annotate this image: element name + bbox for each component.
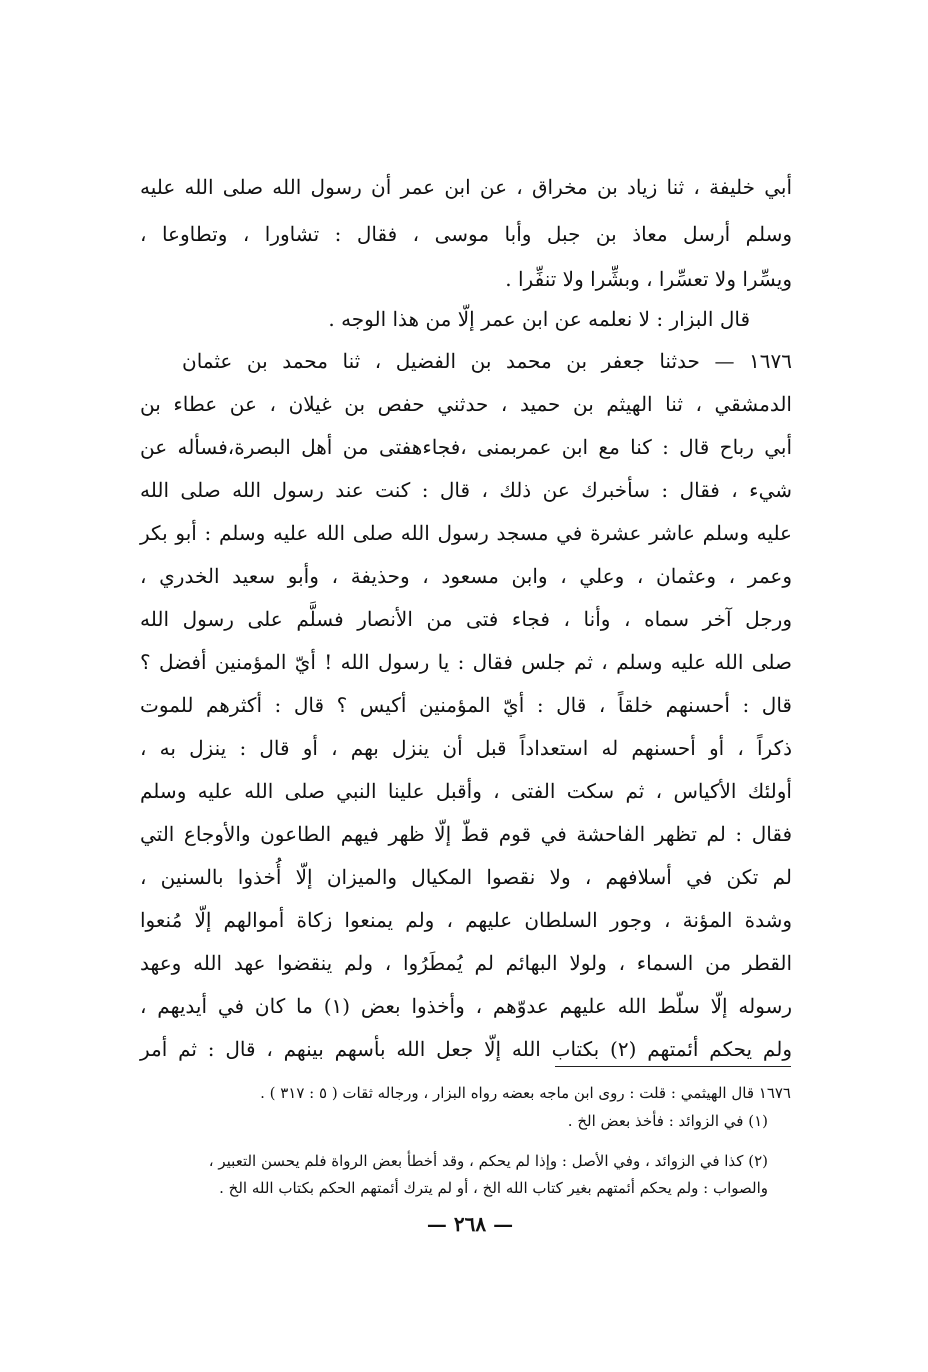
text-line: ولم يحكم أئمتهم (٢) بكتاب الله إلّا جعل الله بأسهم بينهم ، قال : ثم أمر	[140, 1037, 792, 1061]
text-line: ويسِّرا ولا تعسِّرا ، وبشِّرا ولا تنفِّرا .	[505, 267, 792, 291]
text-line: ورجل آخر سماه ، وأنا ، فجاء فتى من الأنصار فسلَّم على رسول الله	[140, 607, 792, 631]
page-number: — ٢٦٨ —	[426, 1212, 514, 1236]
text-line: وشدة المؤنة ، وجور السلطان عليهم ، ولم يمنعوا زكاة أموالهم إلّا مُنعوا	[140, 908, 792, 932]
text-line: وسلم أرسل معاذ بن جبل وأبا موسى ، فقال : تشاورا ، وتطاوعا ،	[140, 222, 792, 246]
text-line: رسوله إلّا سلّط الله عليهم عدوّهم ، وأخذوا بعض (١) ما كان في أيديهم ،	[140, 994, 792, 1018]
footnote-line: (١) في الزوائد : فأخذ بعض الخ .	[567, 1112, 768, 1130]
text-line: فقال : لم تظهر الفاحشة في قوم قطّ إلّا ظهر فيهم الطاعون والأوجاع التي	[140, 822, 792, 846]
text-line: صلى الله عليه وسلم ، ثم جلس فقال : يا رسول الله ! أيّ المؤمنين أفضل ؟	[140, 650, 792, 674]
text-line: عليه وسلم عاشر عشرة في مسجد رسول الله صلى الله عليه وسلم : أبو بكر	[140, 521, 792, 545]
text-line: الدمشقي ، ثنا الهيثم بن حميد ، حدثني حفص بن غيلان ، عن عطاء بن	[140, 392, 792, 416]
text-line: قال : أحسنهم خلقاً ، قال : أيّ المؤمنين أكيس ؟ قال : أكثرهم للموت	[140, 693, 792, 717]
text-line: أبي خليفة ، ثنا زياد بن مخراق ، عن ابن عمر أن رسول الله صلى الله عليه	[140, 175, 792, 199]
paragraph-1	[140, 172, 792, 291]
footnote-divider	[555, 1066, 791, 1067]
text-line: أبي رباح قال : كنا مع ابن عمربمنى ،فجاءهفتى من أهل البصرة،فسأله عن	[140, 435, 792, 459]
text-line: وعمر ، وعثمان ، وعلي ، وابن مسعود ، وحذيفة ، وأبو سعيد الخدري ،	[140, 564, 792, 588]
text-line: ١٦٧٦ — حدثنا جعفر بن محمد بن الفضيل ، ثنا محمد بن عثمان	[182, 349, 792, 373]
text-line: أولئك الأكياس ، ثم سكت الفتى ، وأقبل علينا النبي صلى الله عليه وسلم	[140, 779, 792, 803]
bazzar-note: قال البزار : لا نعلمه عن ابن عمر إلّا من هذا الوجه .	[328, 307, 750, 331]
paragraph-2	[140, 346, 792, 1061]
bazzar-note-block	[140, 304, 792, 344]
footnote-line: والصواب : ولم يحكم أئمتهم بغير كتاب الله الخ ، أو لم يترك أئمتهم الحكم بكتاب الله الخ .	[219, 1179, 768, 1197]
text-line: شيء ، فقال : سأخبرك عن ذلك ، قال : كنت عند رسول الله صلى الله	[140, 478, 792, 502]
footnote-line: ١٦٧٦ قال الهيثمي : قلت : روى ابن ماجه بعضه رواه البزار ، ورجاله ثقات ( ٥ : ٣١٧ ) .	[260, 1084, 791, 1102]
text-line: ذكراً ، أو أحسنهم له استعداداً قبل أن ينزل بهم ، أو قال : ينزل به ،	[140, 736, 792, 760]
footnote-line: (٢) كذا في الزوائد ، وفي الأصل : وإذا لم يحكم ، وقد أخطأ بعض الرواة فلم يحسن التعبير ،	[208, 1152, 768, 1170]
text-line: القطر من السماء ، ولولا البهائم لم يُمطَرُوا ، ولم ينقضوا عهد الله وعهد	[140, 951, 792, 975]
text-line: لم تكن في أسلافهم ، ولا نقصوا المكيال والميزان إلّا أُخذوا بالسنين ،	[140, 865, 792, 889]
